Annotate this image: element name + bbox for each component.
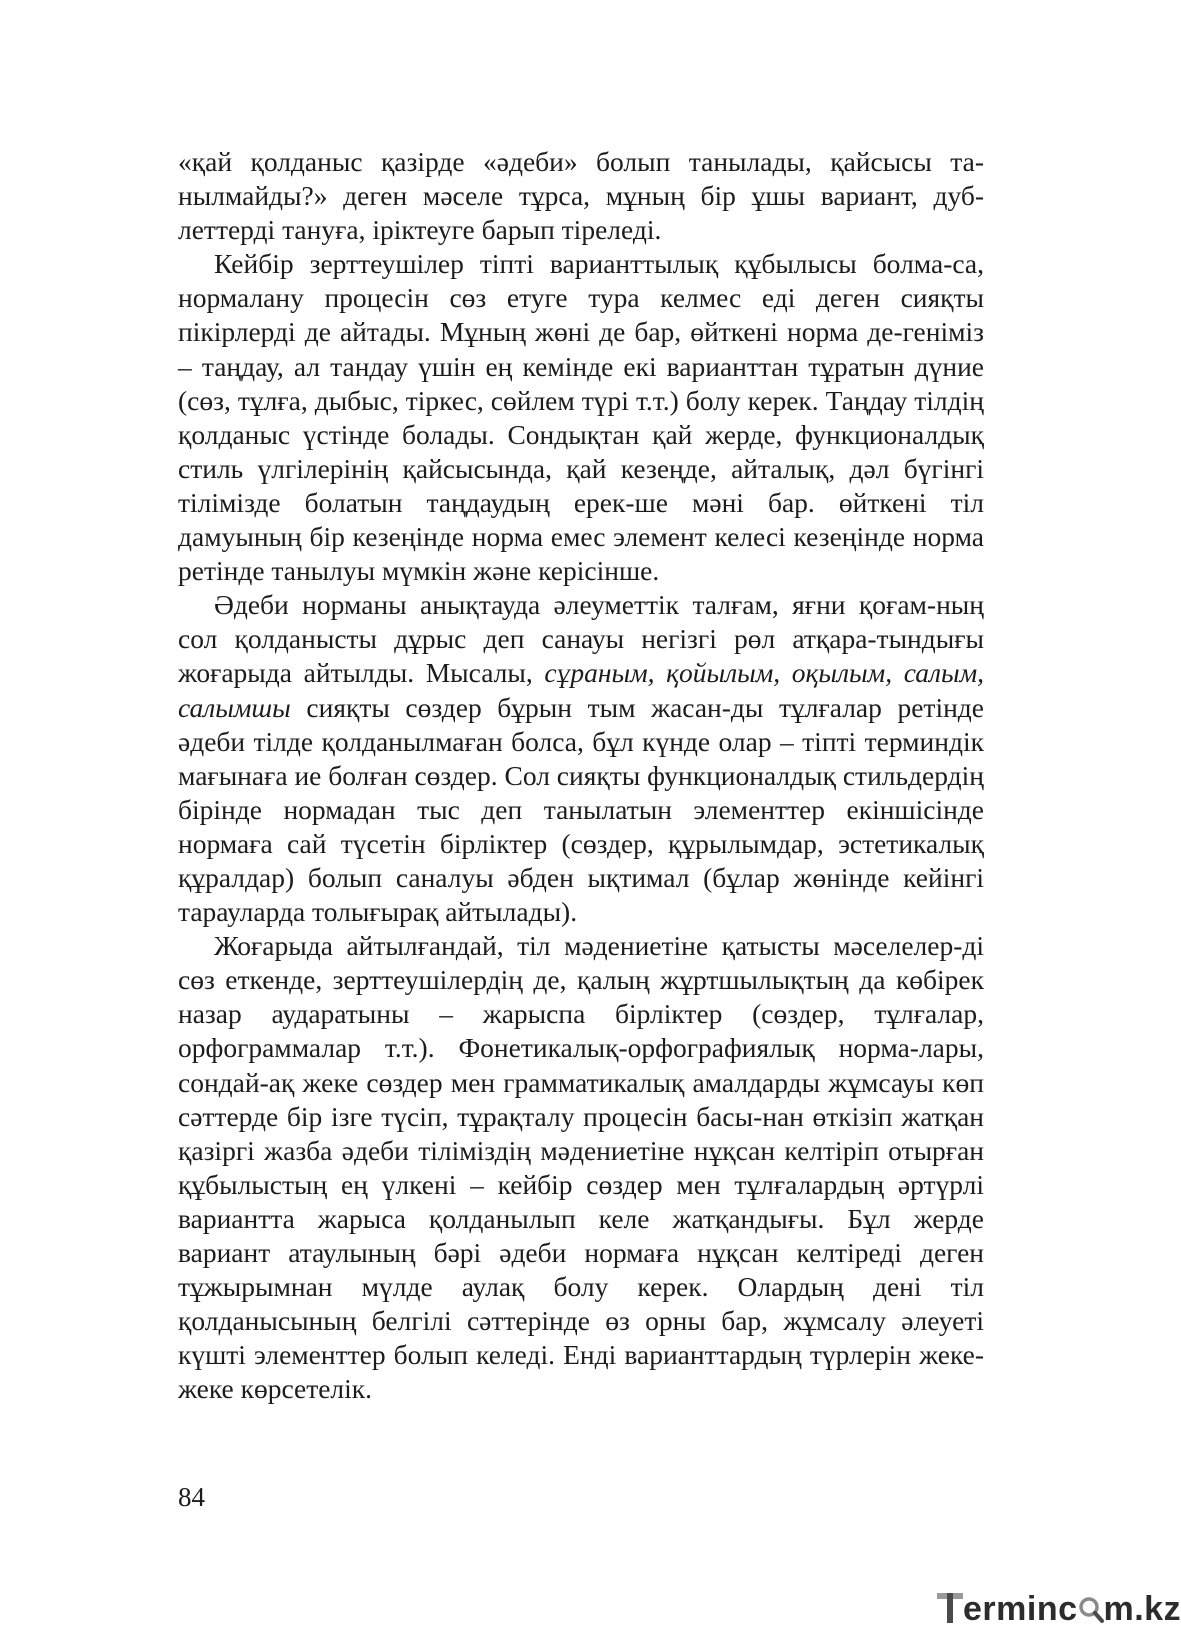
watermark-text-middle: erminc	[963, 1590, 1078, 1628]
watermark-text-end: m.kz	[1103, 1590, 1181, 1628]
magnifier-icon	[1078, 1592, 1104, 1622]
text-segment: Жоғарыда айтылғандай, тіл мәдениетіне қатысты мәселелер-ді сөз еткенде, зерттеушілердің де, қалың жұртшылықтың да көбірек назар аударатыны – жарыспа бірліктер (сөздер, тұлғалар, орфограммалар т.т.). Фонетикалық-орфографиялық норма-лары, сондай-ақ жеке сөздер мен грамматикалық амалдарды жұмсауы көп сәттерде бір ізге түсіп, тұрақталу процесін басы-нан өткізіп жатқан қазіргі жазба әдеби тіліміздің мәдениетіне нұқсан келтіріп отырған құбылыстың ең үлкені – кейбір сөздер мен тұлғалардың әртүрлі вариантта жарыса қолданылып келе жатқандығы. Бұл жерде вариант атаулының бәрі әдеби нормаға нұқсан келтіреді деген тұжырымнан мүлде аулақ болу керек. Олардың дені тіл қолданысының белгілі сәттерінде өз орны бар, жұмсалу әлеуеті күшті элементтер болып келеді. Енді варианттардың түрлерін жеке-жеке көрсетелік.	[178, 930, 984, 1405]
site-watermark	[937, 1588, 1181, 1630]
text-segment: сияқты сөздер бұрын тым жасан-ды тұлғалар ретінде әдеби тілде қолданылмаған болса, бұл күнде олар – тіпті терминдік мағынаға ие болған сөздер. Сол сияқты функционалдық стильдердің бірінде нормадан тыс деп танылатын элементтер екіншісінде нормаға сай түсетін бірліктер (сөздер, құрылымдар, эстетикалық құралдар) болып саналуы әбден ықтимал (бұлар жөнінде кейінгі тарауларда толығырақ айтылады).	[178, 691, 984, 928]
paragraph	[178, 929, 984, 1406]
paragraph	[178, 145, 984, 247]
paragraph	[178, 247, 984, 588]
page-body	[178, 145, 984, 1406]
watermark-t-logo	[937, 1591, 963, 1625]
text-segment: Әдеби норманы анықтауда әлеуметтік талғам, яғни қоғам-ның сол қолданысты дұрыс деп санауы негізгі рөл атқара-тындығы жоғарыда айтылды. Мысалы,	[178, 589, 984, 689]
text-segment: «қай қолданыс қазірде «әдеби» болып танылады, қайсысы та-нылмайды?» деген мәселе тұрса, мұның бір ұшы вариант, дуб-леттерді тануға, іріктеуге барып тіреледі.	[178, 146, 984, 246]
text-segment: Кейбір зерттеушілер тіпті варианттылық құбылысы болма-са, нормалану процесін сөз етуге тура келмес еді деген сияқты пікірлерді де айтады. Мұның жөні де бар, өйткені норма де-геніміз – таңдау, ал тандау үшін ең кемінде екі варианттан тұратын дүние (сөз, тұлға, дыбыс, тіркес, сөйлем түрі т.т.) болу керек. Таңдау тілдің қолданыс үстінде болады. Сондықтан қай жерде, функционалдық стиль үлгілерінің қайсысында, қай кезеңде, айталық, дәл бүгінгі тілімізде болатын таңдаудың ерек-ше мәні бар. өйткені тіл дамуының бір кезеңінде норма емес элемент келесі кезеңінде норма ретінде танылуы мүмкін және керісінше.	[178, 248, 984, 587]
italic-example-words: сұраным, қойылым, оқылым, салым, салымшы	[178, 657, 984, 723]
paragraph	[178, 588, 984, 929]
page-number: 84	[178, 1482, 205, 1512]
